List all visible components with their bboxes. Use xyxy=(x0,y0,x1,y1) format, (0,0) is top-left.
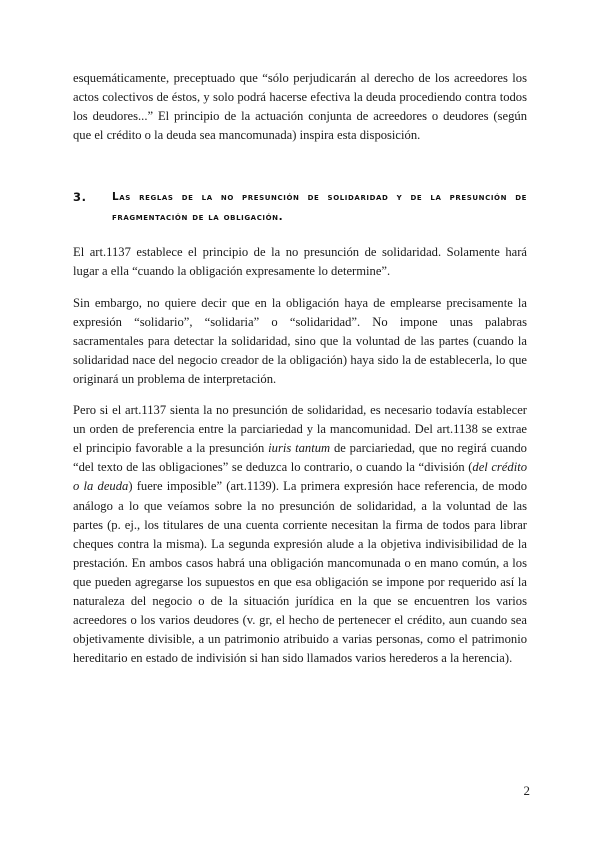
text-run: Sin embargo, no quiere decir que en la obligación haya de emplearse precisamente la expresión “solidario”, “solidaria” o “solidaridad”. No impone unas palabras sacramentales para detectar la solidaridad, sino que la voluntad de las partes (cuando la solidaridad nace del negocio creador de la obligación) haya sido la de establecerla, lo que originará un problema de interpretación. xyxy=(73,295,527,386)
page-number: 2 xyxy=(523,783,530,798)
italic-text-run: iuris tantum xyxy=(268,441,331,456)
text-run: El art.1137 establece el principio de la no presunción de solidaridad. Solamente hará lugar a ella “cuando la obligación expresamente lo determine”. xyxy=(73,245,527,279)
document-page xyxy=(73,69,527,668)
paragraph-continuation xyxy=(73,69,527,145)
text-run: Pero si el art.1137 sienta la no presunción de solidaridad, es necesario todavía establecer un orden de preferencia entre la parciariedad y la mancomunidad. Del art.1138 se extrae el principio favorable a la presunción xyxy=(73,403,527,456)
section-number: 3. xyxy=(73,190,87,205)
text-run: de parciariedad, que no regirá cuando “del texto de las obligaciones” se deduzca lo contrario, o cuando la “división ( xyxy=(73,441,527,475)
paragraph-no-presuncion xyxy=(73,243,527,281)
paragraph-sin-embargo xyxy=(73,294,527,389)
paragraph-pero-si xyxy=(73,401,527,668)
italic-text-run: del crédito o la deuda xyxy=(73,460,527,494)
text-run: ) fuere imposible” (art.1139). La primera expresión hace referencia, de modo análogo a lo que veíamos sobre la no presunción de solidaridad, a la voluntad de las partes (p. ej., los titulares de una cuenta corriente necesitan la firma de todos para librar cheques contra la misma). La segunda expresión alude a la objetiva indivisibilidad de la prestación. En ambos casos habrá una obligación mancomunada o en mano común, a los que pueden agregarse los supuestos en que esa obligación se impone por requerido así la naturaleza del negocio o de la situación jurídica en la que se encuentren los varios acreedores o los varios deudores (v. gr, el hecho de pertenecer el crédito, aun cuando sea objetivamente divisible, a un patrimonio atribuido a varias personas, como el patrimonio hereditario en estado de indivisión si han sido llamados varios herederos a la herencia). xyxy=(73,479,527,666)
section-title: Las reglas de la no presunción de solidaridad y de la presunción de fragmentación de la obligación. xyxy=(112,191,527,224)
text-run: esquemáticamente, preceptuado que “sólo perjudicarán al derecho de los acreedores los actos colectivos de éstos, y solo podrá hacerse efectiva la deuda procediendo contra todos los deudores...” El principio de la actuación conjunta de acreedores o deudores (según que el crédito o la deuda sea mancomunada) inspira esta disposición. xyxy=(73,71,527,143)
section-heading xyxy=(73,187,527,227)
